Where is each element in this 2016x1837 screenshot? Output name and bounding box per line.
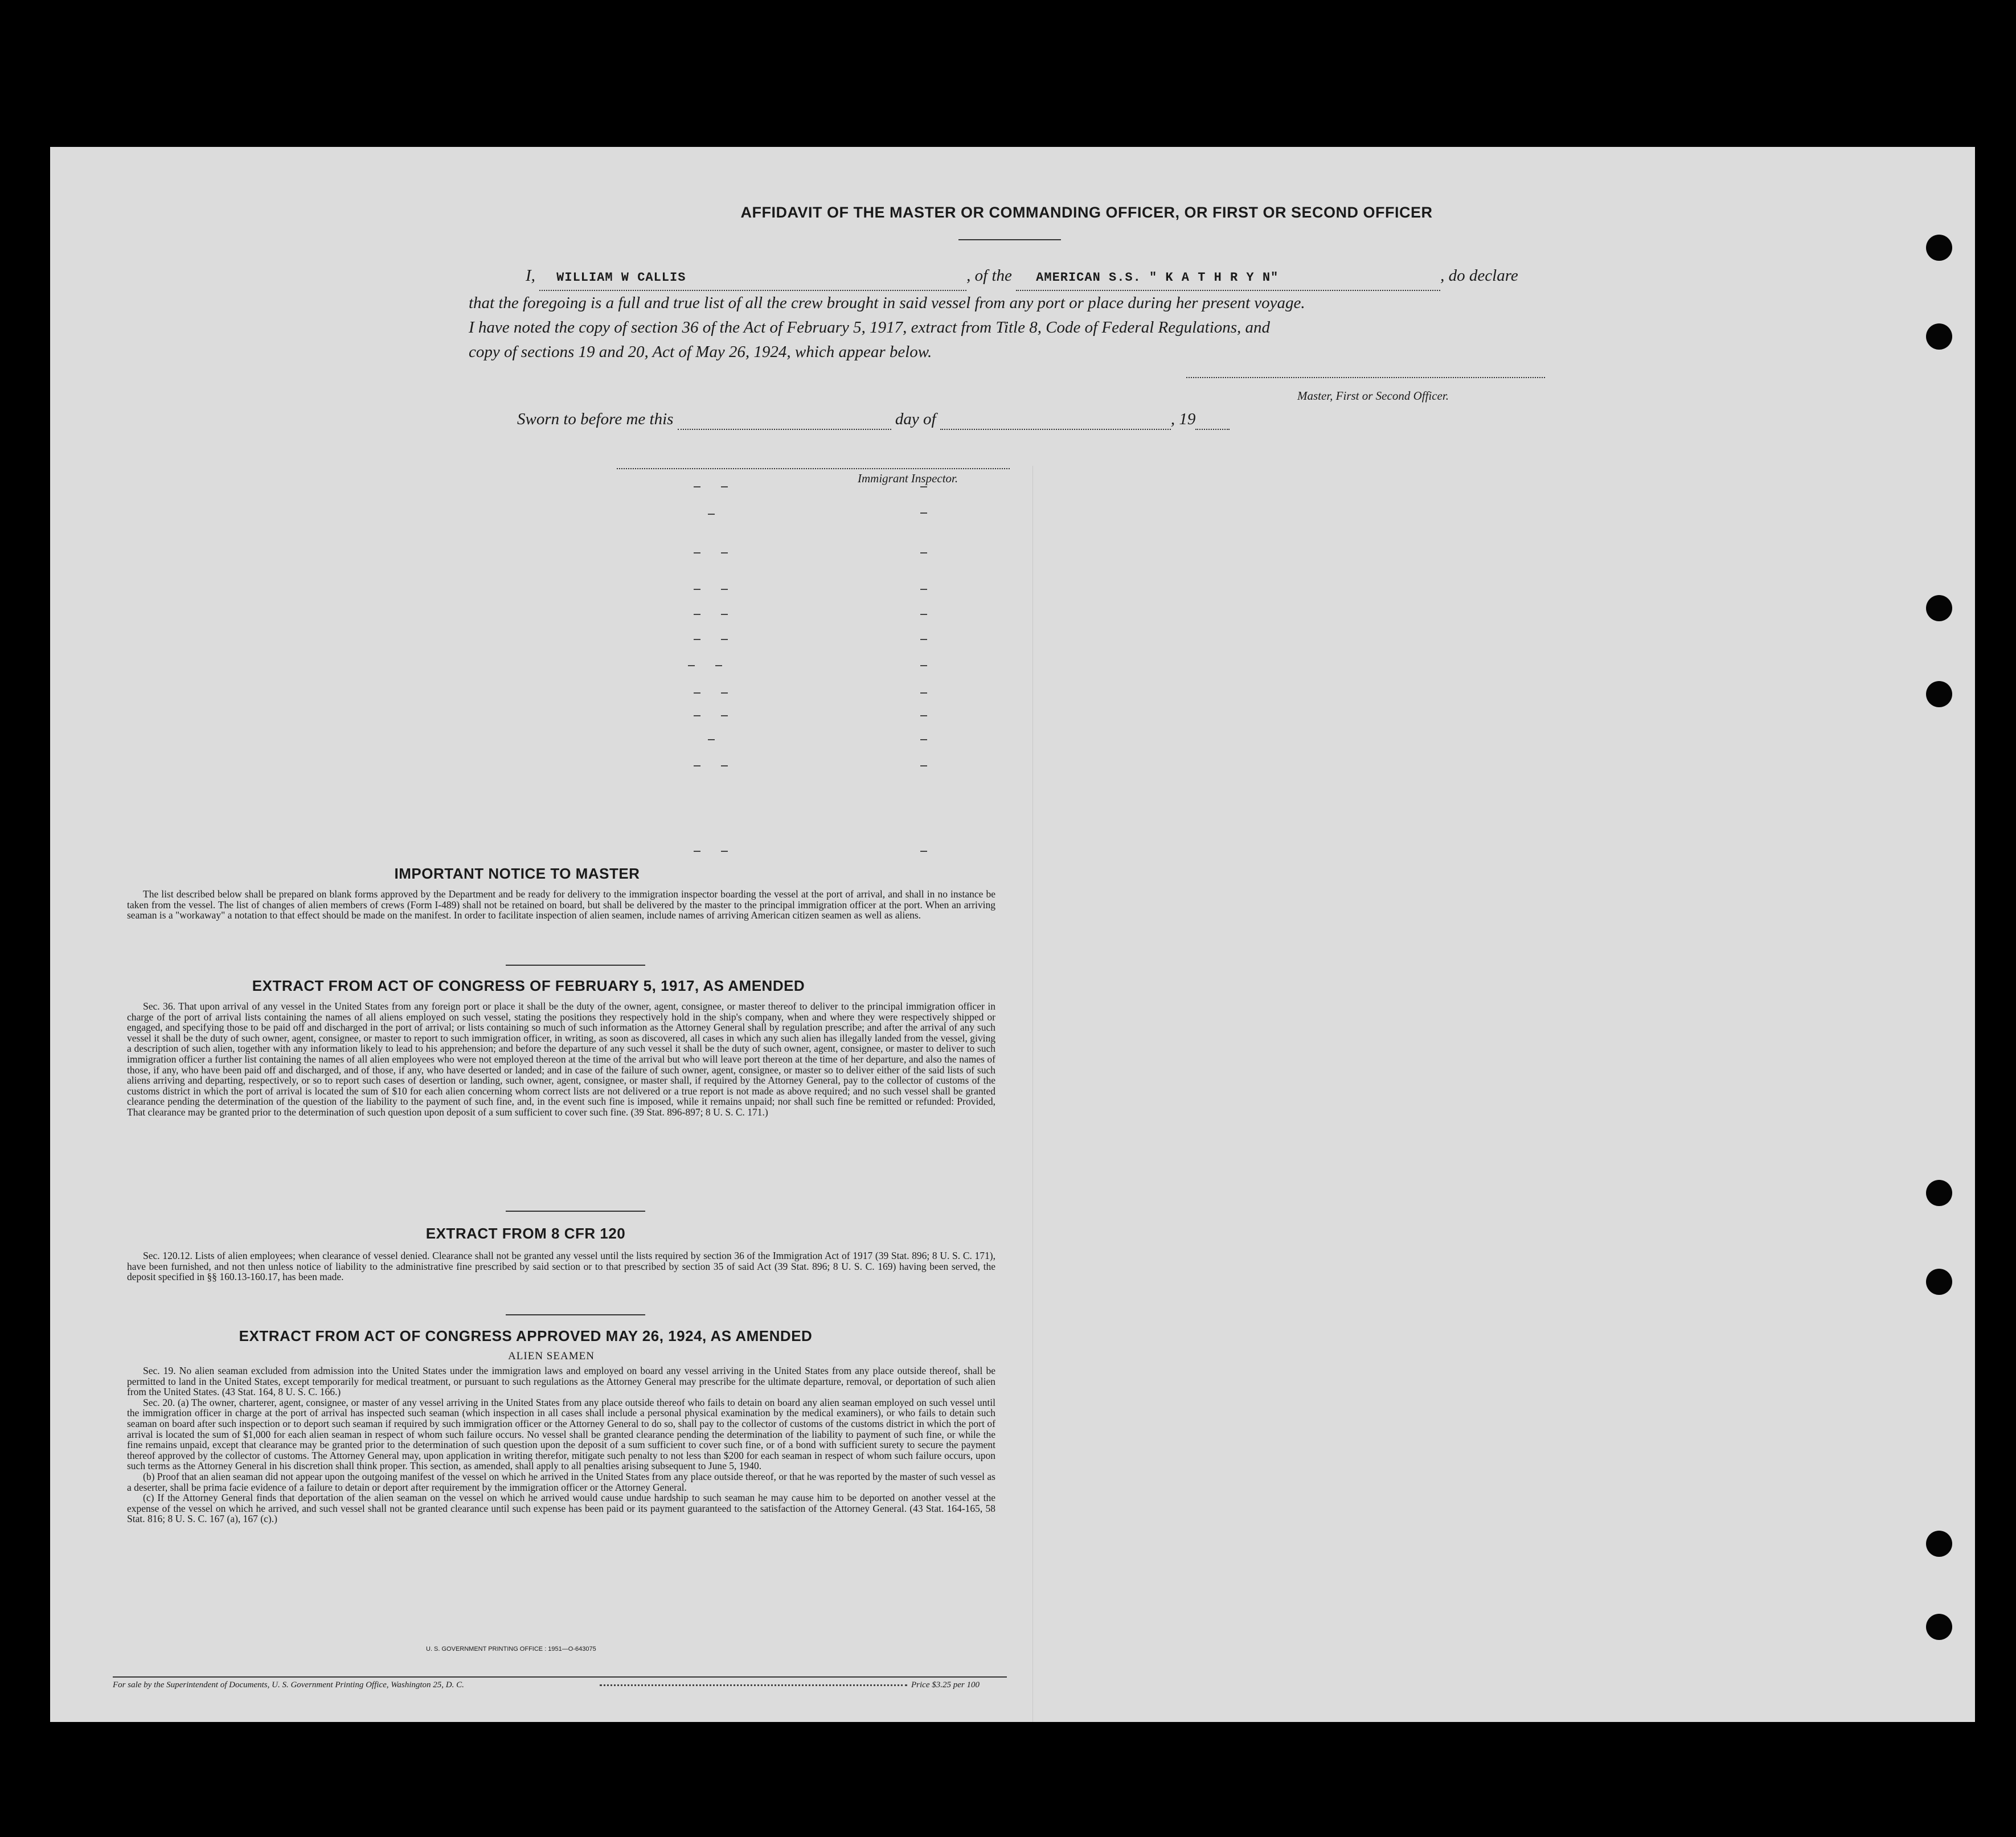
sale-notice: For sale by the Superintendent of Documents, U. S. Government Printing Office, Washington 25, D. C. [113, 1680, 464, 1690]
sworn-day-field[interactable] [678, 410, 891, 430]
alien-seamen-subheading: ALIEN SEAMEN [508, 1350, 595, 1362]
footer-rule [113, 1676, 1007, 1678]
punch-hole [1926, 1180, 1952, 1206]
affidavit-title: AFFIDAVIT OF THE MASTER OR COMMANDING OFFICER, OR FIRST OR SECOND OFFICER [740, 204, 1433, 221]
extract-1924-heading: EXTRACT FROM ACT OF CONGRESS APPROVED MAY 26, 1924, AS AMENDED [239, 1327, 813, 1344]
price-notice: Price $3.25 per 100 [911, 1680, 980, 1690]
sec-20b-text: (b) Proof that an alien seaman did not appear upon the outgoing manifest of the vessel on which he arrived in the United States from any place outside thereof, or that he was reported by the master of such vessel as a deserter, shall be prima facie evidence of a failure to detain or deport after requirement by the immigration officer or the Attorney General. [127, 1470, 995, 1493]
punch-hole [1926, 1614, 1952, 1640]
gpo-imprint: U. S. GOVERNMENT PRINTING OFFICE : 1951—O-643075 [426, 1646, 596, 1653]
punch-hole [1926, 1269, 1952, 1295]
extract-1917-body [127, 1001, 995, 1118]
sworn-year-field[interactable] [1195, 410, 1230, 430]
notice-body [127, 889, 995, 921]
sworn-month-field[interactable] [940, 410, 1171, 430]
day-of-text: day of [895, 410, 936, 428]
pronoun: I, [526, 266, 535, 285]
page-fold [1032, 466, 1033, 1722]
extract-1917-rule [506, 1211, 645, 1212]
year-prefix: , 19 [1170, 410, 1196, 428]
declaration-line-3: I have noted the copy of section 36 of the Act of February 5, 1917, extract from Title 8, Code of Federal Regulations, and [469, 318, 1271, 337]
declaration-line [469, 264, 1605, 291]
declaration-line-2: that the foregoing is a full and true list of all the crew brought in said vessel from any port or place during her present voyage. [469, 294, 1305, 312]
punch-hole [1926, 681, 1952, 707]
notice-rule [506, 965, 645, 966]
sec-20c-text: (c) If the Attorney General finds that deportation of the alien seaman on the vessel on which he arrived would cause undue hardship to such seaman he may cause him to be deported on another vessel at the expense of the vessel on which he arrived, and such vessel shall not be granted clearance until such expense has been paid or its payment guaranteed to the satisfaction of the Attorney General. (43 Stat. 164-165, 58 Stat. 816; 8 U. S. C. 167 (a), 167 (c).) [127, 1492, 995, 1525]
sworn-prefix: Sworn to before me this [517, 410, 674, 428]
punch-hole [1926, 235, 1952, 261]
sec-19-text: Sec. 19. No alien seaman excluded from admission into the United States under the immigration laws and employed on board any vessel arriving in the United States from any place outside thereof, shall be permitted to land in the United States, except temporarily for medical treatment, or pursuant to such regulations as the Attorney General may prescribe for the ultimate departure, removal, or deportation of such alien from the United States. (43 Stat. 164, 8 U. S. C. 166.) [127, 1365, 995, 1398]
extract-8cfr-rule [506, 1314, 645, 1315]
notice-heading: IMPORTANT NOTICE TO MASTER [394, 865, 640, 882]
extract-1917-heading: EXTRACT FROM ACT OF CONGRESS OF FEBRUARY 5, 1917, AS AMENDED [252, 977, 805, 994]
of-the-text: , of the [966, 266, 1012, 285]
extract-8cfr-heading: EXTRACT FROM 8 CFR 120 [425, 1225, 626, 1242]
punch-hole [1926, 595, 1952, 621]
declaration-line-4: copy of sections 19 and 20, Act of May 26, 1924, which appear below. [469, 343, 932, 361]
master-name-value: WILLIAM W CALLIS [556, 270, 686, 285]
form-page [50, 147, 1975, 1722]
punch-hole [1926, 323, 1952, 350]
master-name-field[interactable] [539, 264, 966, 291]
sec-20a-text: Sec. 20. (a) The owner, charterer, agent, consignee, or master of any vessel arriving in the United States from any place outside thereof who fails to detain on board any alien seaman employed on such vessel until the immigration officer in charge at the port of arrival has inspected such seaman (which inspection in all cases shall include a personal physical examination by the medical examiners), or who fails to detain such seaman on board after such inspection or to deport such seaman if required by such immigration officer or the Attorney General to do so, shall pay to the collector of customs of the customs district in which the port of arrival is located the sum of $1,000 for each alien seaman in respect of whom such failure occurs. No vessel shall be granted clearance pending the determination of the liability to payment of such fine, or while the fine remains unpaid, except that clearance may be granted prior to the determination of such question upon the deposit of a sum sufficient to cover such fine, or of a bond with sufficient surety to secure the payment thereof approved by the collector of customs. The Attorney General may, upon application in writing therefor, mitigate such penalty to not less than $200 for each seaman in respect of whom such failure occurs, upon such terms as the Attorney General in his discretion shall think proper. This section, as amended, shall apply to all penalties arising subsequent to June 5, 1940. [127, 1396, 995, 1472]
vessel-value: AMERICAN S.S. " K A T H R Y N" [1036, 270, 1279, 285]
extract-1924-body [127, 1366, 995, 1524]
affidavit-statement [469, 264, 1605, 364]
vessel-field[interactable] [1016, 264, 1440, 291]
notice-text: The list described below shall be prepared on blank forms approved by the Department and be ready for delivery to the immigration inspector boarding the vessel at the port of arrival, and shall in no instance be taken from the vessel. The list of changes of alien members of crews (Form I-489) shall not be retained on board, but shall be delivered by the master to the principal immigration officer at the port. When an arriving seaman is a "workaway" a notation to that effect should be made on the manifest. In order to facilitate inspection of alien seamen, include names of arriving American citizen seamen as well as aliens. [127, 888, 995, 921]
punch-hole [1926, 1531, 1952, 1557]
sec-120-12-text: Sec. 120.12. Lists of alien employees; when clearance of vessel denied. Clearance shall not be granted any vessel until the lists required by section 36 of the Immigration Act of 1917 (39 Stat. 896; 8 U. S. C. 171), have been furnished, and not then unless notice of liability to the administrative fine prescribed by said section or to that prescribed by section 35 of said Act (39 Stat. 896; 8 U. S. C. 169) having been served, the deposit specified in §§ 160.13-160.17, has been made. [127, 1250, 995, 1283]
title-rule [958, 239, 1061, 240]
inspector-signature-field[interactable] [617, 466, 1010, 469]
do-declare-text: , do declare [1440, 266, 1518, 285]
sec-36-text: Sec. 36. That upon arrival of any vessel in the United States from any foreign port or place it shall be the duty of the owner, agent, consignee, or master thereof to deliver to the principal immigration officer in charge of the port of arrival lists containing the names of all aliens employed on such vessel, stating the positions they respectively hold in the ship's company, when and where they were respectively shipped or engaged, and specifying those to be paid off and discharged in the port of arrival; or lists containing so much of such information as the Attorney General shall by regulation prescribe; and after the arrival of any such vessel it shall be the duty of such owner, agent, consignee, or master to report to such immigration officer, in writing, as soon as discovered, all cases in which any such alien has illegally landed from the vessel, giving a description of such alien, together with any information likely to lead to his apprehension; and before the departure of any such vessel it shall be the duty of such owner, agent, consignee, or master to deliver to such immigration officer a further list containing the names of all alien employees who were not employed thereon at the time of the arrival but who will leave port thereon at the time of her departure, and also the names of those, if any, who have been paid off and discharged, and of those, if any, who have deserted or landed; and in case of the failure of such owner, agent, consignee, or master so to deliver either of the said lists of such aliens arriving and departing, respectively, or so to report such cases of desertion or landing, such owner, agent, consignee, or master shall, if required by the Attorney General, pay to the collector of customs of the customs district in which the port of arrival is located the sum of $10 for each alien concerning whom correct lists are not delivered or a true report is not made as above required; and no such vessel shall be granted clearance pending the determination of the question of the liability to the payment of such fine, and, in the event such fine is imposed, while it remains unpaid; nor shall such fine be remitted or refunded: Provided, That clearance may be granted prior to the determination of such question upon deposit of a sum sufficient to cover such fine. (39 Stat. 896-897; 8 U. S. C. 171.) [127, 1000, 995, 1118]
master-signature-caption: Master, First or Second Officer. [1297, 389, 1449, 403]
sworn-line [517, 410, 1230, 430]
master-signature-field[interactable] [1186, 375, 1545, 378]
footer-leader [600, 1684, 907, 1686]
extract-8cfr-body [127, 1250, 995, 1282]
inspector-caption: Immigrant Inspector. [858, 471, 958, 485]
